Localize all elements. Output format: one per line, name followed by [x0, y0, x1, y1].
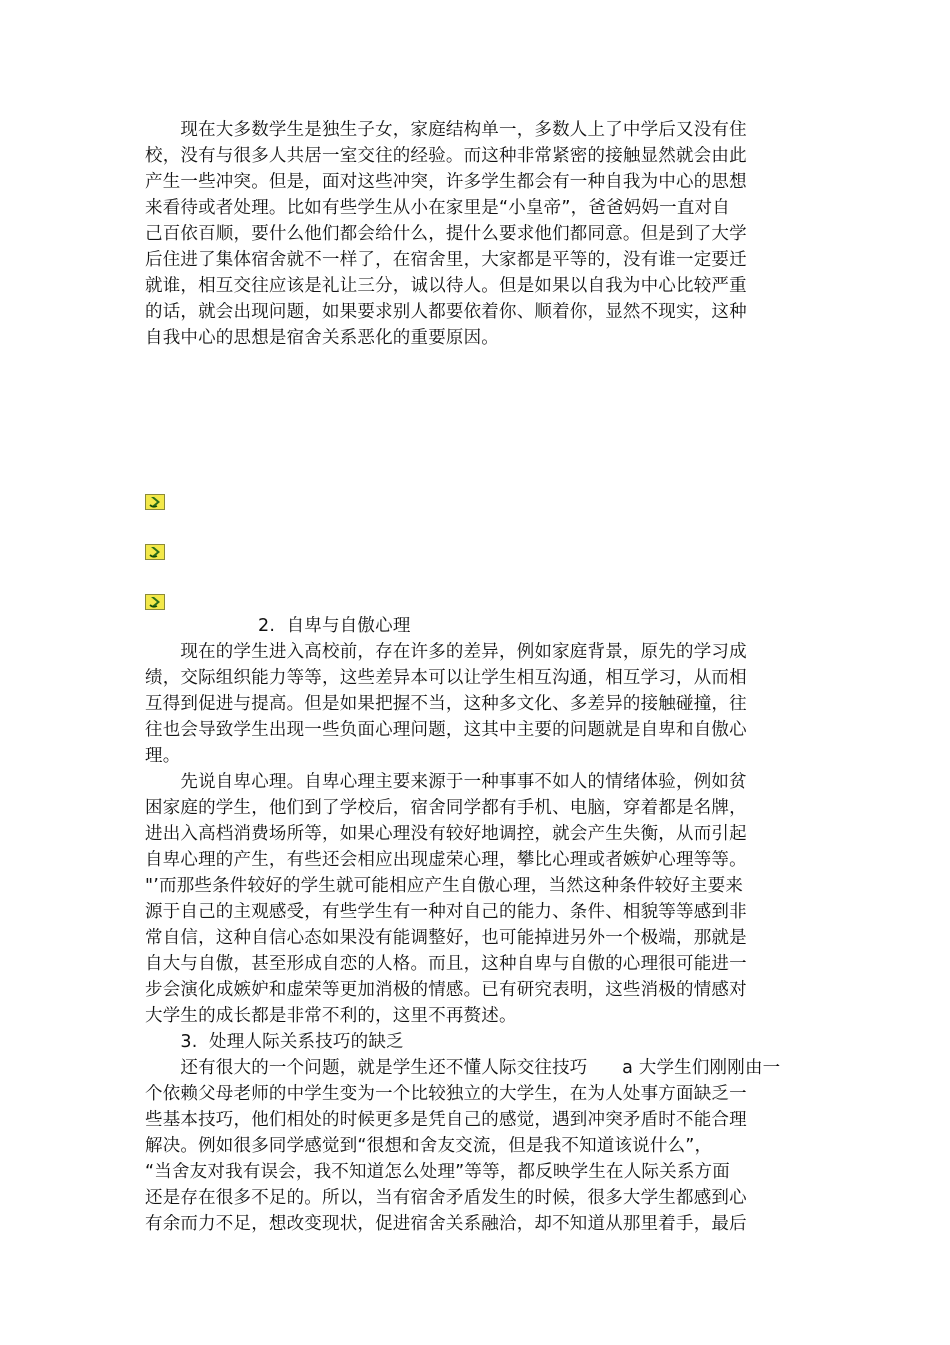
text-line: 往也会导致学生出现一些负面心理问题，这其中主要的问题就是自卑和自傲心 [145, 720, 747, 740]
text-line: "’而那些条件较好的学生就可能相应产生自傲心理，当然这种条件较好主要来 [145, 876, 744, 896]
text-line: 解决。例如很多同学感觉到“很想和舍友交流，但是我不知道该说什么”， [145, 1136, 713, 1156]
link-icon[interactable] [145, 594, 165, 610]
text-line: 后住进了集体宿舍就不一样了，在宿舍里，大家都是平等的，没有谁一定要迁 [145, 250, 747, 270]
text-line: 校，没有与很多人共居一室交往的经验。而这种非常紧密的接触显然就会由此 [145, 146, 747, 166]
text-line: 还有很大的一个问题，就是学生还不懂人际交往技巧 a 大学生们刚刚由一 [145, 1058, 781, 1078]
text-line: 自大与自傲，甚至形成自恋的人格。而且，这种自卑与自傲的心理很可能进一 [145, 954, 747, 974]
text-line: 些基本技巧，他们相处的时候更多是凭自己的感觉，遇到冲突矛盾时不能合理 [145, 1110, 747, 1130]
text-line: 就谁，相互交往应该是礼让三分，诚以待人。但是如果以自我为中心比较严重 [145, 276, 747, 296]
text-line: 绩，交际组织能力等等，这些差异本可以让学生相互沟通，相互学习，从而相 [145, 668, 747, 688]
text-line: 来看待或者处理。比如有些学生从小在家里是“小皇帝”，爸爸妈妈一直对自 [145, 198, 730, 218]
text-line: 常自信，这种自信心态如果没有能调整好，也可能掉进另外一个极端，那就是 [145, 928, 747, 948]
text-line: 理。 [145, 746, 181, 766]
text-line: 产生一些冲突。但是，面对这些冲突，许多学生都会有一种自我为中心的思想 [145, 172, 747, 192]
text-line: 还是存在很多不足的。所以，当有宿舍矛盾发生的时候，很多大学生都感到心 [145, 1188, 747, 1208]
text-line: 困家庭的学生，他们到了学校后，宿舍同学都有手机、电脑，穿着都是名牌， [145, 798, 747, 818]
text-line: 己百依百顺，要什么他们都会给什么，提什么要求他们都同意。但是到了大学 [145, 224, 747, 244]
text-line: 的话，就会出现问题，如果要求别人都要依着你、顺着你，显然不现实，这种 [145, 302, 747, 322]
text-line: 步会演化成嫉妒和虚荣等更加消极的情感。已有研究表明，这些消极的情感对 [145, 980, 747, 1000]
link-icon[interactable] [145, 494, 165, 510]
text-line: 先说自卑心理。自卑心理主要来源于一种事事不如人的情绪体验，例如贫 [145, 772, 747, 792]
text-line: 大学生的成长都是非常不利的，这里不再赘述。 [145, 1006, 517, 1026]
text-line: “当舍友对我有误会，我不知道怎么处理”等等，都反映学生在人际关系方面 [145, 1162, 730, 1182]
text-line: 有余而力不足，想改变现状，促进宿舍关系融洽，却不知道从那里着手，最后 [145, 1214, 747, 1234]
text-line: 自我中心的思想是宿舍关系恶化的重要原因。 [145, 328, 499, 348]
text-line: 个依赖父母老师的中学生变为一个比较独立的大学生，在为人处事方面缺乏一 [145, 1084, 747, 1104]
section-heading: 3. 处理人际关系技巧的缺乏 [145, 1032, 404, 1052]
text-line: 进出入高档消费场所等，如果心理没有较好地调控，就会产生失衡，从而引起 [145, 824, 747, 844]
text-line: 现在大多数学生是独生子女，家庭结构单一，多数人上了中学后又没有住 [145, 120, 747, 140]
link-icon[interactable] [145, 544, 165, 560]
text-line: 现在的学生进入高校前，存在许多的差异，例如家庭背景，原先的学习成 [145, 642, 747, 662]
text-line: 互得到促进与提高。但是如果把握不当，这种多文化、多差异的接触碰撞，往 [145, 694, 747, 714]
text-line: 源于自己的主观感受，有些学生有一种对自己的能力、条件、相貌等等感到非 [145, 902, 747, 922]
section-heading: 2. 自卑与自傲心理 [258, 616, 411, 636]
text-line: 自卑心理的产生，有些还会相应出现虚荣心理，攀比心理或者嫉妒心理等等。 [145, 850, 747, 870]
